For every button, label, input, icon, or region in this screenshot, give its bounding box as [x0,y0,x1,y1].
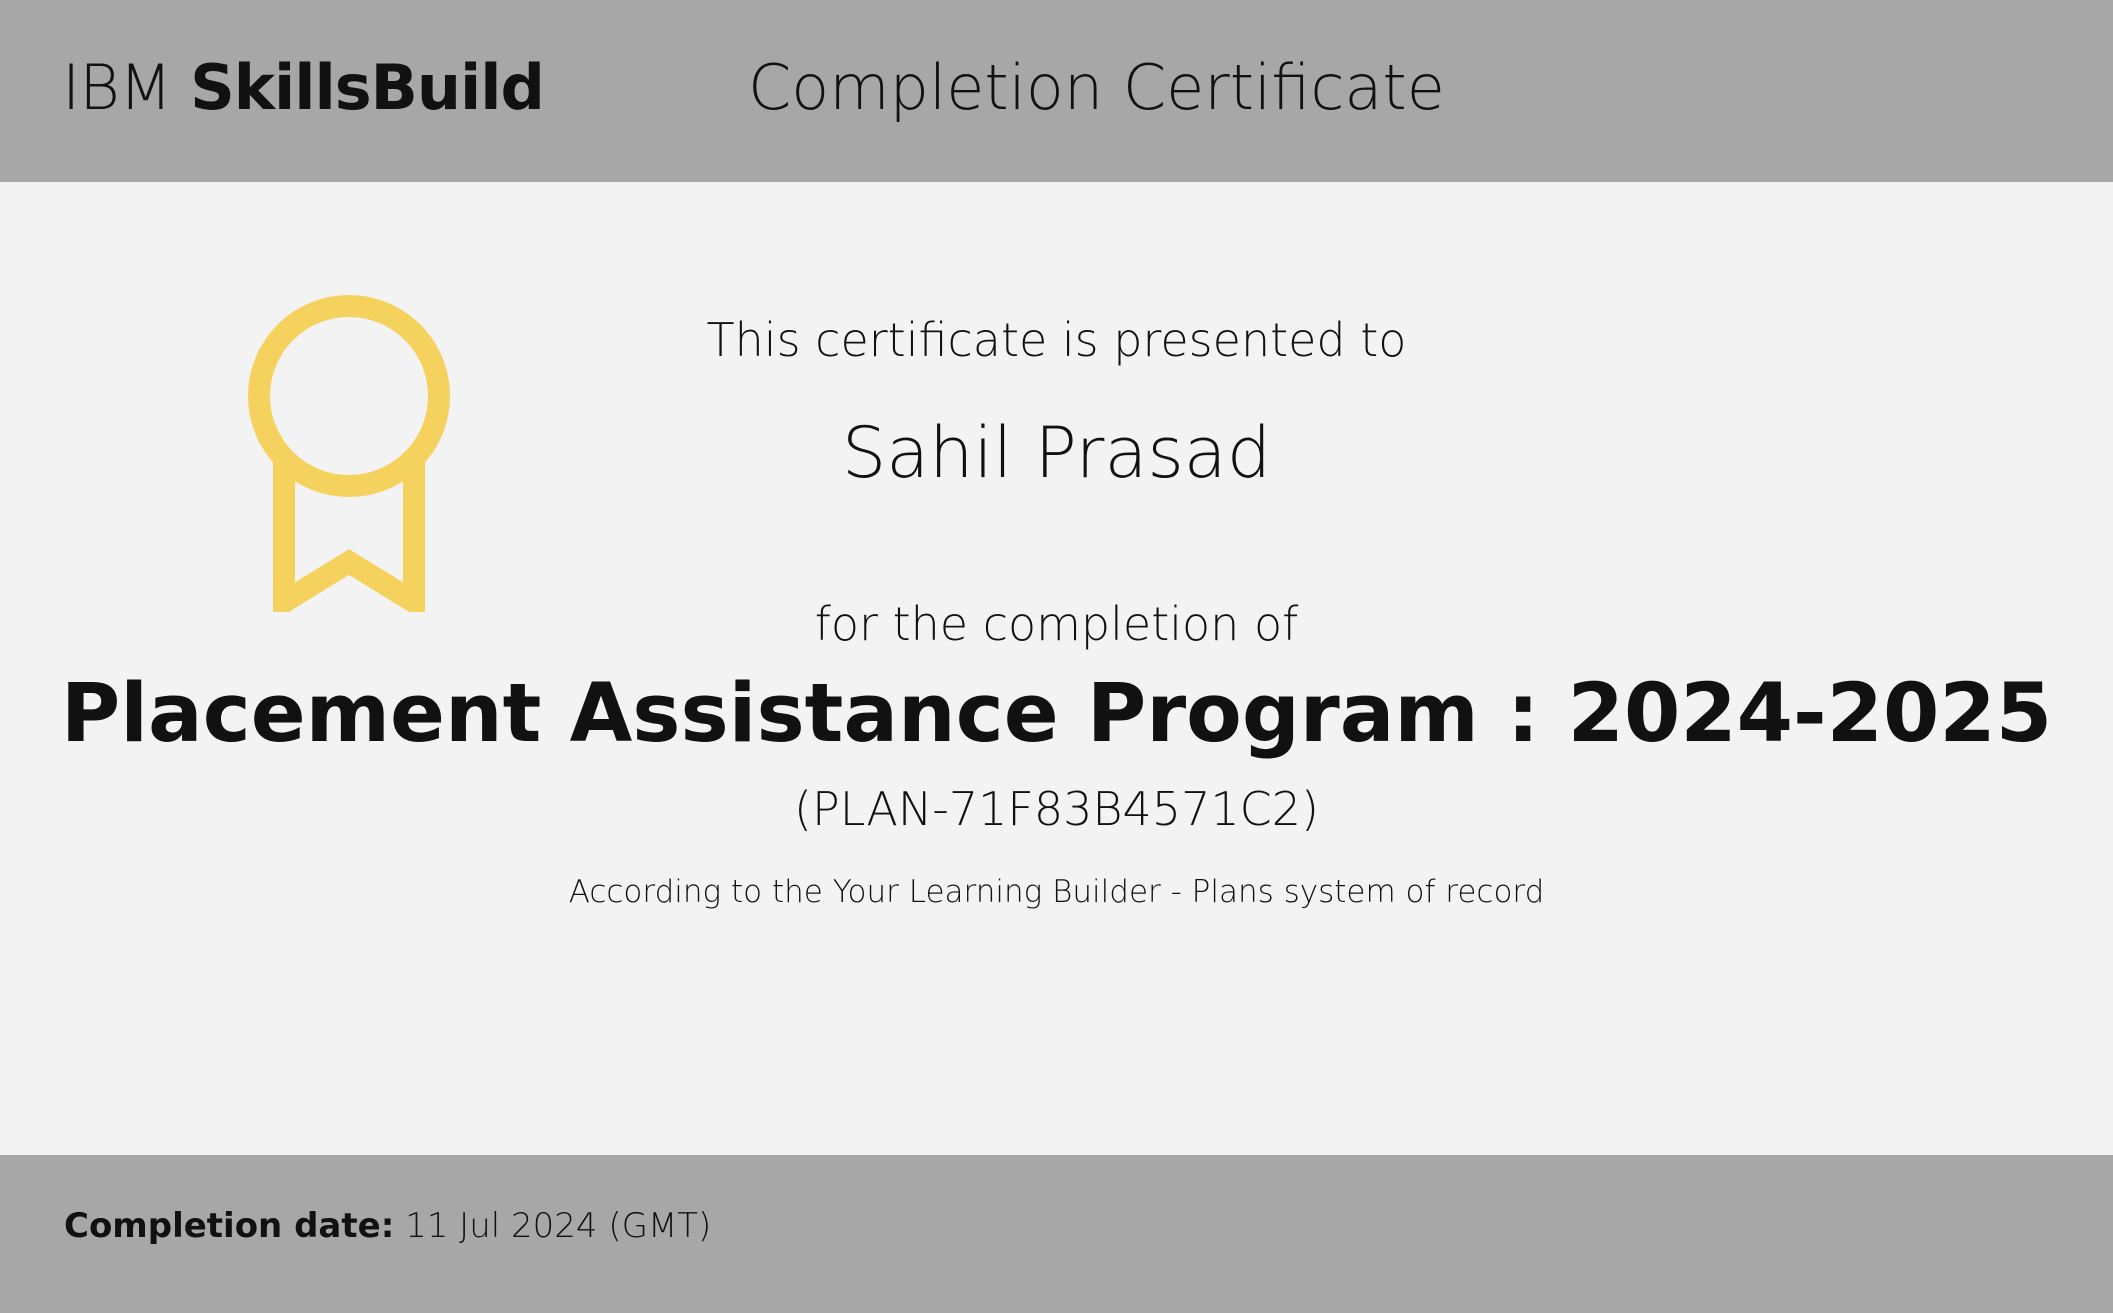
record-source-text: According to the Your Learning Builder - Plans system of record [568,874,1545,910]
completion-of-text: for the completion of [814,597,1299,651]
brand-logo [62,50,544,126]
program-title: Placement Assistance Program : 2024-2025 [60,667,2053,761]
header-bar [0,0,2113,182]
completion-date-label: Completion date: [64,1206,395,1246]
presented-to-text: This certificate is presented to [706,313,1407,367]
plan-id: (PLAN-71F83B4571C2) [794,782,1319,836]
completion-date [64,1204,711,1248]
recipient-name: Sahil Prasad [841,412,1272,494]
brand-prefix: IBM [62,51,172,124]
certificate-title: Completion Certificate [748,51,1445,124]
completion-date-value: 11 Jul 2024 (GMT) [405,1206,712,1246]
brand-name: SkillsBuild [190,51,544,124]
